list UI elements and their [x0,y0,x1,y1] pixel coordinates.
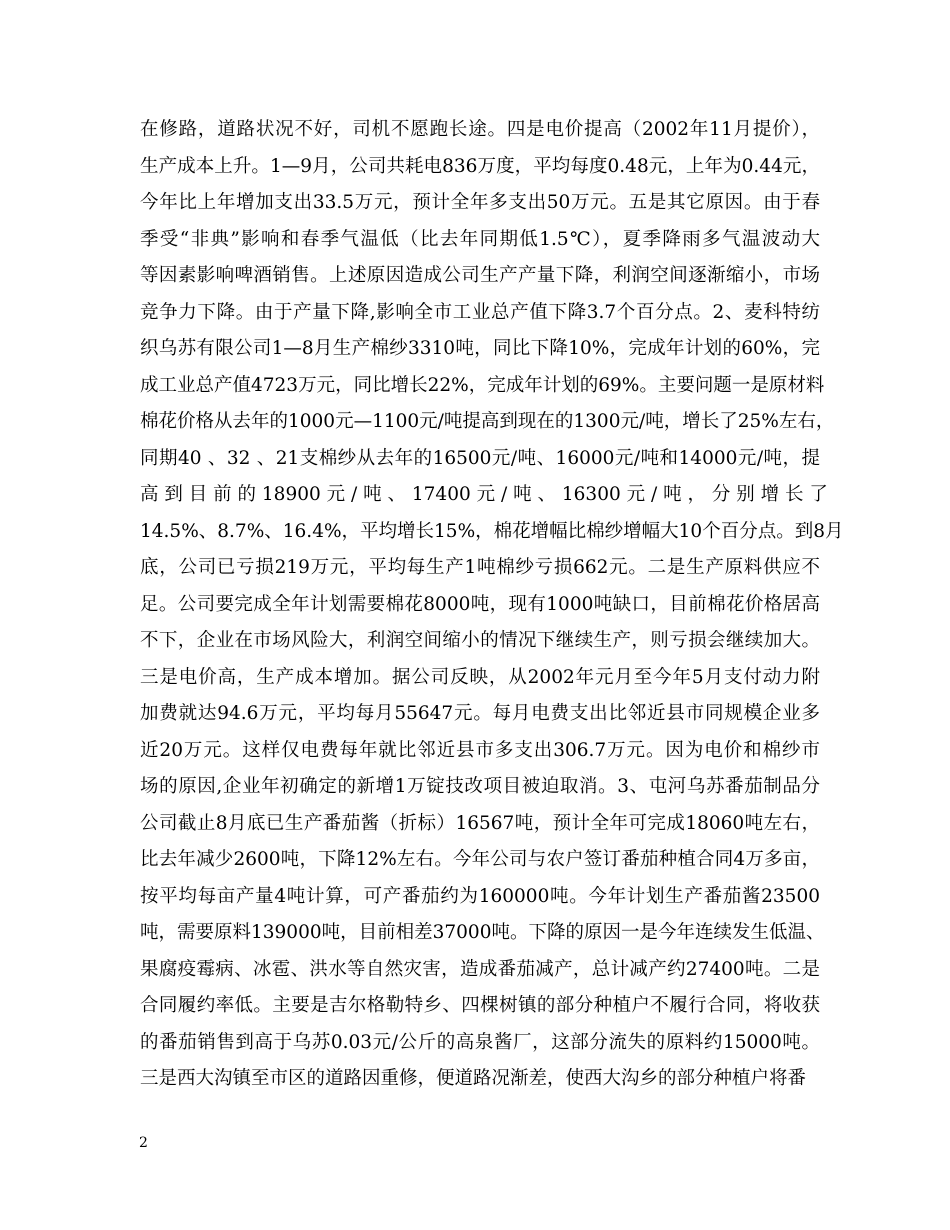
text-line: 公司截止8月底已生产番茄酱（折标）16567吨，预计全年可完成18060吨左右， [140,812,820,834]
text-line: 今年比上年增加支出33.5万元，预计全年多支出50万元。五是其它原因。由于春 [140,192,820,213]
text-line: 成工业总产值4723万元，同比增长22%，完成年计划的69%。主要问题一是原材料 [140,374,825,396]
text-line: 加费就达94.6万元，平均每月55647元。每月电费支出比邻近县市同规模企业多 [140,703,820,724]
text-line: 场的原因,企业年初确定的新增1万锭技改项目被迫取消。3、屯河乌苏番茄制品分 [140,776,820,797]
text-line: 按平均每亩产量4吨计算，可产番茄约为160000吨。今年计划生产番茄酱23500 [140,885,820,907]
text-line: 近20万元。这样仅电费每年就比邻近县市多支出306.7万元。因为电价和棉纱市 [140,739,820,761]
text-line: 竞争力下降。由于产量下降,影响全市工业总产值下降3.7个百分点。2、麦科特纺 [140,301,820,323]
text-line: 在修路，道路状况不好，司机不愿跑长途。四是电价提高（2002年11月提价）， [140,119,820,140]
text-line: 织乌苏有限公司1—8月生产棉纱3310吨，同比下降10%，完成年计划的60%，完 [140,338,820,359]
text-line: 比去年减少2600吨，下降12%左右。今年公司与农户签订番茄种植合同4万多亩， [140,849,820,870]
text-line: 等因素影响啤酒销售。上述原因造成公司生产产量下降，利润空间逐渐缩小，市场 [140,265,820,286]
text-line: 合同履约率低。主要是吉尔格勒特乡、四棵树镇的部分种植户不履行合同，将收获 [140,995,820,1016]
text-line: 生产成本上升。1—9月，公司共耗电836万度，平均每度0.48元，上年为0.44元， [140,155,820,177]
text-line: 14.5%、8.7%、16.4%，平均增长15%，棉花增幅比棉纱增幅大10个百分点。到8月 [140,520,844,542]
text-line: 足。公司要完成全年计划需要棉花8000吨，现有1000吨缺口，目前棉花价格居高 [140,593,820,615]
text-line: 吨，需要原料139000吨，目前相差37000吨。下降的原因一是今年连续发生低温、 [140,922,825,943]
text-line: 棉花价格从去年的1000元—1100元/吨提高到现在的1300元/吨，增长了25%左右， [140,411,835,432]
text-line: 三是电价高，生产成本增加。据公司反映，从2002年元月至今年5月支付动力附 [140,666,820,688]
text-line: 不下，企业在市场风险大，利润空间缩小的情况下继续生产，则亏损会继续加大。 [140,630,820,651]
text-line: 底，公司已亏损219万元，平均每生产1吨棉纱亏损662元。二是生产原料供应不 [140,557,820,578]
text-line: 果腐疫霉病、冰雹、洪水等自然灾害，造成番茄减产，总计减产约27400吨。二是 [140,958,820,980]
page-number: 2 [139,1135,148,1151]
text-line: 季受“非典”影响和春季气温低（比去年同期低1.5℃），夏季降雨多气温波动大 [140,228,820,250]
text-line: 的番茄销售到高于乌苏0.03元/公斤的高泉酱厂，这部分流失的原料约15000吨。 [140,1031,820,1053]
text-line: 同期40 、32 、21支棉纱从去年的16500元/吨、16000元/吨和14000元/吨，提 [140,447,820,469]
body-text [140,112,844,1098]
text-line: 高 到 目 前 的 18900 元 / 吨 、 17400 元 / 吨 、 16300 元 / 吨 ， 分 别 增 长 了 [140,484,828,505]
text-line: 三是西大沟镇至市区的道路因重修，便道路况渐差，使西大沟乡的部分种植户将番 [140,1068,807,1089]
